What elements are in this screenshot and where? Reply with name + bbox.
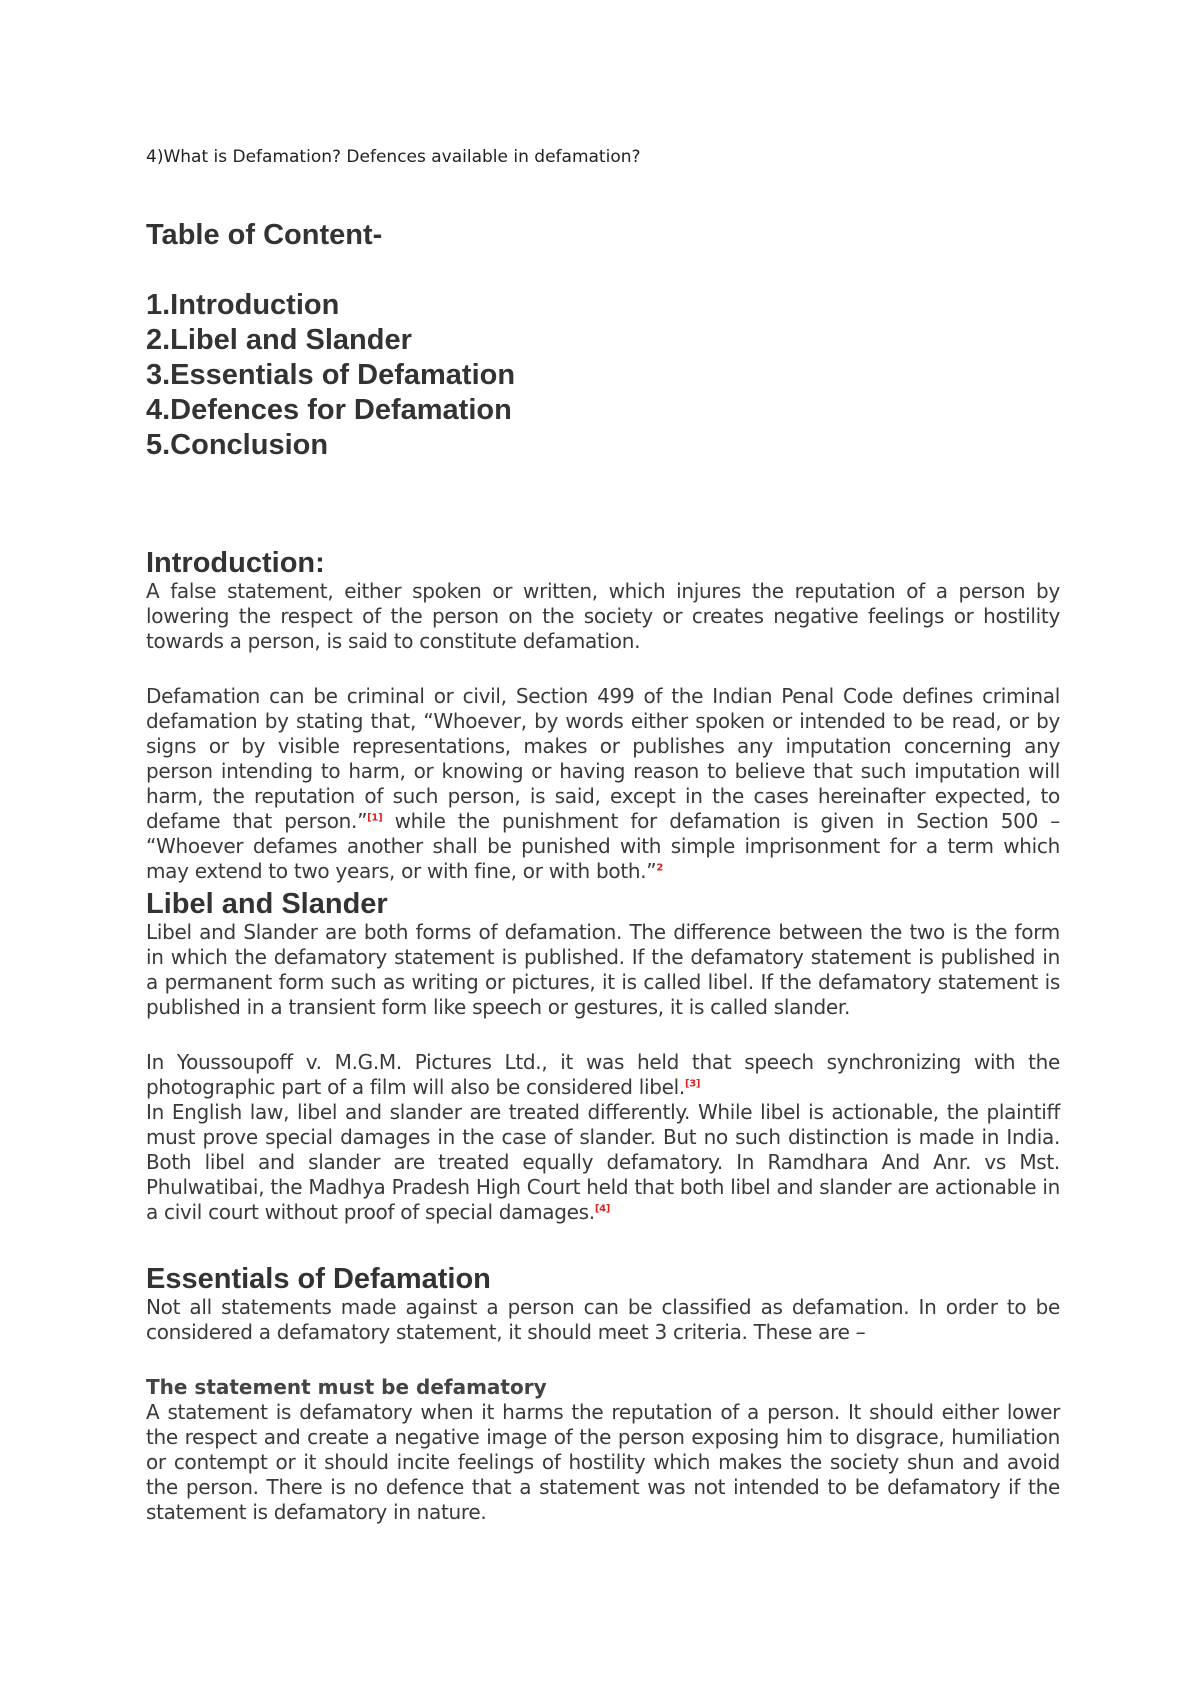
libel-paragraph-1: Libel and Slander are both forms of defamation. The difference between the two is the form in which the defamatory statement is published. If the defamatory statement is published in a permanent form such as writing or pictures, it is called libel. If the defamatory statement is published in a transient form like speech or gestures, it is called slander. (146, 920, 1060, 1019)
toc-title: Table of Content- (146, 219, 383, 251)
footnote-link-2[interactable]: 2 (656, 862, 664, 874)
toc-item: 2.Libel and Slander (146, 324, 412, 356)
toc-item: 3.Essentials of Defamation (146, 359, 516, 391)
toc-item: 1.Introduction (146, 289, 340, 321)
introduction-heading: Introduction: (146, 547, 325, 579)
libel-paragraph-2 (146, 1050, 1060, 1100)
intro-text-b: while the punishment for defamation is given in Section 500 – “Whoever defames another shall be punished with simple imprisonment for a term which may extend to two years, or with fine, or with both.” (146, 809, 1060, 883)
footnote-link-3[interactable]: [3] (684, 1078, 701, 1090)
libel-text-3: In English law, libel and slander are treated differently. While libel is actionable, the plaintiff must prove special damages in the case of slander. But no such distinction is made in India. Both libel and slander are treated equally defamatory. In Ramdhara And Anr. vs Mst. Phulwatibai, the Madhya Pradesh High Court held that both libel and slander are actionable in a civil court without proof of special damages. (146, 1100, 1060, 1224)
intro-text-a: Defamation can be criminal or civil, Section 499 of the Indian Penal Code defines criminal defamation by stating that, “Whoever, by words either spoken or intended to be read, or by signs or by visible representations, makes or publishes any imputation concerning any person intending to harm, or knowing or having reason to believe that such imputation will harm, the reputation of such person, is said, except in the cases hereinafter expected, to defame that person.” (146, 684, 1060, 833)
footnote-link-1[interactable]: [1] (367, 812, 383, 824)
introduction-paragraph-2 (146, 684, 1060, 884)
toc-list (146, 288, 1060, 463)
essentials-subheading: The statement must be defamatory (146, 1375, 547, 1399)
essentials-heading: Essentials of Defamation (146, 1263, 491, 1295)
footnote-link-4[interactable]: [4] (594, 1203, 611, 1215)
toc-item: 4.Defences for Defamation (146, 394, 512, 426)
essentials-paragraph-1: Not all statements made against a person can be classified as defamation. In order to be considered a defamatory statement, it should meet 3 criteria. These are – (146, 1295, 1060, 1344)
libel-text-2: In Youssoupoff v. M.G.M. Pictures Ltd., it was held that speech synchronizing with the photographic part of a film will also be considered libel. (146, 1050, 1060, 1099)
toc-item: 5.Conclusion (146, 429, 329, 461)
introduction-paragraph-1: A false statement, either spoken or written, which injures the reputation of a person by lowering the respect of the person on the society or creates negative feelings or hostility towards a person, is said to constitute defamation. (146, 579, 1060, 653)
libel-slander-heading: Libel and Slander (146, 888, 388, 920)
document-content (146, 146, 1060, 1525)
essentials-paragraph-2: A statement is defamatory when it harms the reputation of a person. It should either lower the respect and create a negative image of the person exposing him to disgrace, humiliation or contempt or it should incite feelings of hostility which makes the society shun and avoid the person. There is no defence that a statement was not intended to be defamatory if the statement is defamatory in nature. (146, 1400, 1060, 1524)
libel-paragraph-3 (146, 1100, 1060, 1225)
question-title: 4)What is Defamation? Defences available in defamation? (146, 147, 641, 167)
